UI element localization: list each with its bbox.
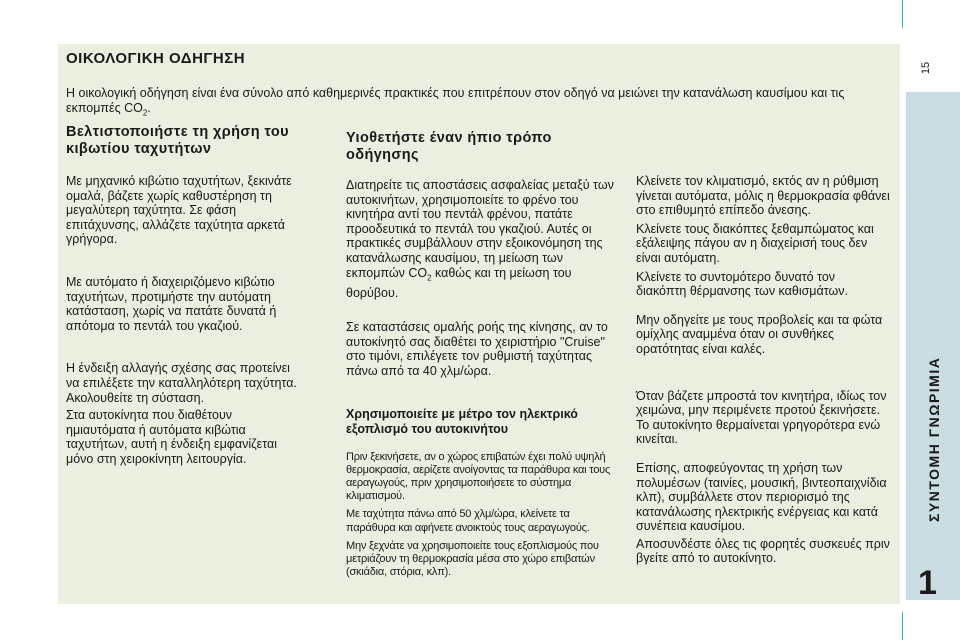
chapter-number: 1 [918, 564, 937, 602]
column-driving-style [346, 130, 618, 579]
bottom-divider [902, 612, 903, 640]
aircon-text: Κλείνετε τον κλιματισμό, εκτός αν η ρύθμιση γίνεται αυτόματα, μόλις η θερμοκρασία φθάνει στο επιθυμητό επίπεδο άνεσης. [636, 174, 890, 218]
chapter-title: ΣΥΝΤΟΜΗ ΓΝΩΡΙΜΙΑ [926, 356, 942, 522]
cruise-control-text: Σε καταστάσεις ομαλής ροής της κίνησης, αν το αυτοκίνητό σας διαθέτει το χειριστήριο "Cruise" στο τιμόνι, επιλέγετε τον ρυθμιστή ταχύτητας πάνω από τα 40 χλμ/ώρα. [346, 320, 608, 379]
heading-electrical-equipment: Χρησιμοποιείτε με μέτρο τον ηλεκτρικό εξοπλισμό του αυτοκινήτου [346, 406, 578, 436]
demist-text: Κλείνετε τους διακόπτες ξεθαμπώματος και εξάλειψης πάγου αν η διαχείρισή τους δεν είναι αυτόματη. [636, 221, 874, 265]
disconnect-devices-text: Αποσυνδέστε όλες τις φορητές συσκευές πριν βγείτε από το αυτοκίνητο. [636, 536, 890, 566]
heading-gearbox: Βελτιστοποιήστε τη χρήση του κιβωτίου ταχυτήτων [66, 124, 290, 157]
gearbox-manual-text: Με μηχανικό κιβώτιο ταχυτήτων, ξεκινάτε ομαλά, βάζετε χωρίς καθυστέρηση τη μεγαλύτερη ταχύτητα. Σε φάση επιτάχυνσης, αλλάζετε ταχύτητα αρκετά γρήγορα. [66, 174, 292, 247]
driving-style-text: Διατηρείτε τις αποστάσεις ασφαλείας μεταξύ των αυτοκινήτων, χρησιμοποιείτε το φρένο του κινητήρα αντί του πεντάλ φρένου, πατάτε προοδευτικά το πεντάλ του γκαζιού. Αυτές οι πρακτικές συμβάλλουν στην εξοικονόμηση της κατανάλωσης καυσίμου, τη μείωση των εκπομπών $CO_2$ καθώς και τη μείωση του θορύβου. [346, 178, 614, 300]
page-number: 15 [920, 61, 933, 75]
gearbox-auto-text: Με αυτόματο ή διαχειριζόμενο κιβώτιο ταχυτήτων, προτιμήστε την αυτόματη κατάσταση, χωρίς να πατάτε δυνατά ή απότομα το πεντάλ του γκαζιού. [66, 274, 277, 333]
column-equipment [636, 174, 896, 566]
gear-indicator-text: Η ένδειξη αλλαγής σχέσης σας προτείνει να επιλέξετε την καταλληλότερη ταχύτητα. Ακολουθείτε τη σύσταση. [66, 361, 297, 405]
chapter-tab [906, 92, 960, 600]
gear-indicator-auto-text: Στα αυτοκίνητα που διαθέτουν ημιαυτόματα ή αυτόματα κιβώτια ταχυτήτων, αυτή η ένδειξη εμφανίζεται μόνο στη χειροκίνητη λειτουργία. [66, 408, 277, 466]
engine-start-text: Όταν βάζετε μπροστά τον κινητήρα, ιδίως τον χειμώνα, μην περιμένετε προτού ξεκινήσετε. Το αυτοκίνητο θερμαίνεται γρηγορότερα ενώ κινείται. [636, 388, 887, 447]
seat-heating-text: Κλείνετε το συντομότερο δυνατό τον διακόπτη θέρμανσης των καθισμάτων. [636, 269, 848, 299]
headlights-text: Μην οδηγείτε με τους προβολείς και τα φώτα ομίχλης αναμμένα όταν οι συνθήκες ορατότητας είναι καλές. [636, 312, 883, 356]
ventilation-text: Πριν ξεκινήσετε, αν ο χώρος επιβατών έχει πολύ υψηλή θερμοκρασία, αερίζετε ανοίγοντας τα παράθυρα και τους αεραγωγούς, πριν χρησιμοποιήσετε το σύστημα κλιματισμού. [346, 450, 611, 503]
heading-driving-style: Υιοθετήστε έναν ήπιο τρόπο οδήγησης [346, 130, 552, 163]
top-divider [902, 0, 903, 28]
intro-paragraph: Η οικολογική οδήγηση είναι ένα σύνολο από καθημερινές πρακτικές που επιτρέπουν στον οδηγό να μειώνει την κατανάλωση καυσίμου και τις εκπομπές $CO_2$. [66, 86, 845, 118]
sunshades-text: Μην ξεχνάτε να χρησιμοποιείτε τους εξοπλισμούς που μετριάζουν τη θερμοκρασία μέσα στο χώρο επιβατών (σκιάδια, στόρια, κλπ). [346, 539, 599, 579]
windows-text: Με ταχύτητα πάνω από 50 χλμ/ώρα, κλείνετε τα παράθυρα και αφήνετε ανοικτούς τους αεραγωγούς. [346, 508, 590, 534]
column-gearbox [66, 124, 336, 467]
page-title: ΟΙΚΟΛΟΓΙΚΗ ΟΔΗΓΗΣΗ [66, 50, 246, 67]
multimedia-text: Επίσης, αποφεύγοντας τη χρήση των πολυμέσων (ταινίες, μουσική, βιντεοπαιχνίδια κλπ), συμβάλλετε στον περιορισμό της κατανάλωσης ηλεκτρικής ενέργειας και κατά συνέπεια καυσίμου. [636, 460, 887, 534]
